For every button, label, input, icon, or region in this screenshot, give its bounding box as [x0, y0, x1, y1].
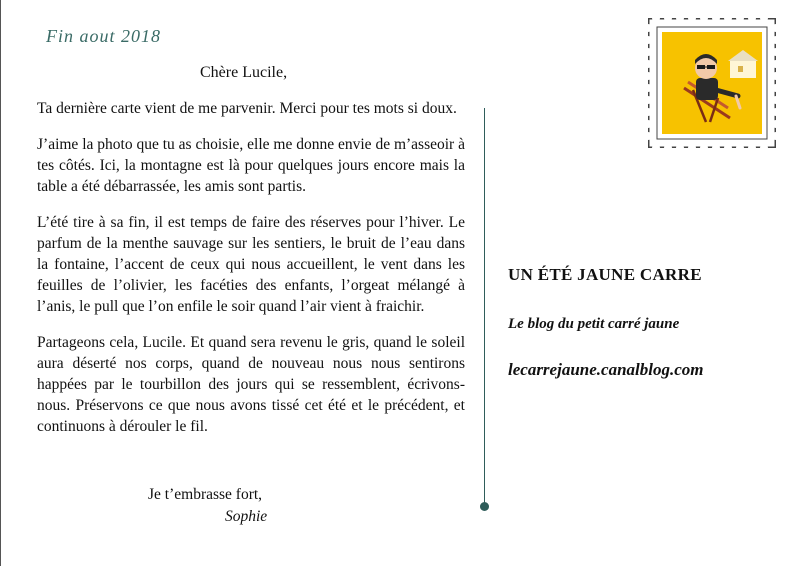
- letter-date: Fin aout 2018: [46, 26, 161, 46]
- letter-closing: Je t’embrasse fort,: [148, 486, 263, 503]
- letter-paragraph: L’été tire à sa fin, il est temps de faire des réserves pour l’hiver. Le parfum de la menthe sauvage sur les sentiers, le bruit de l’eau dans la fontaine, l’accent de ceux qui nous accueillent, le vent dans les feuilles de l’olivier, les facéties des enfants, l’orgeat mélangé à l’anis, le pull que l’on enfile le soir quand l’air vient à fraichir.: [37, 214, 465, 315]
- letter-body: [37, 98, 465, 452]
- letter-signature: Sophie: [225, 508, 268, 525]
- letter-paragraph: J’aime la photo que tu as choisie, elle me donne envie de m’asseoir à tes côtés. Ici, la montagne est là pour quelques jours encore mais la table a été débarrassée, les amis sont partis.: [37, 136, 465, 195]
- divider-dot: [480, 502, 489, 511]
- letter-paragraph: Partageons cela, Lucile. Et quand sera revenu le gris, quand le soleil aura déserté nos corps, quand de nouveau nous nous sentirons happées par le tourbillon des jours qui se ressemblent, écrivons-nous. Préservons ce que nous avons tissé cet été et le précédent, et continuons à dérouler le fil.: [37, 334, 465, 435]
- card-divider: [484, 108, 485, 506]
- blog-tagline: Le blog du petit carré jaune: [508, 316, 680, 332]
- postage-stamp-icon: [648, 18, 776, 148]
- blog-url: lecarrejaune.canalblog.com: [508, 360, 704, 379]
- letter-greeting: Chère Lucile,: [200, 64, 288, 81]
- letter-paragraph: Ta dernière carte vient de me parvenir. Merci pour tes mots si doux.: [37, 100, 457, 117]
- blog-title: UN ÉTÉ JAUNE CARRE: [508, 265, 702, 284]
- card-edge: [0, 0, 1, 566]
